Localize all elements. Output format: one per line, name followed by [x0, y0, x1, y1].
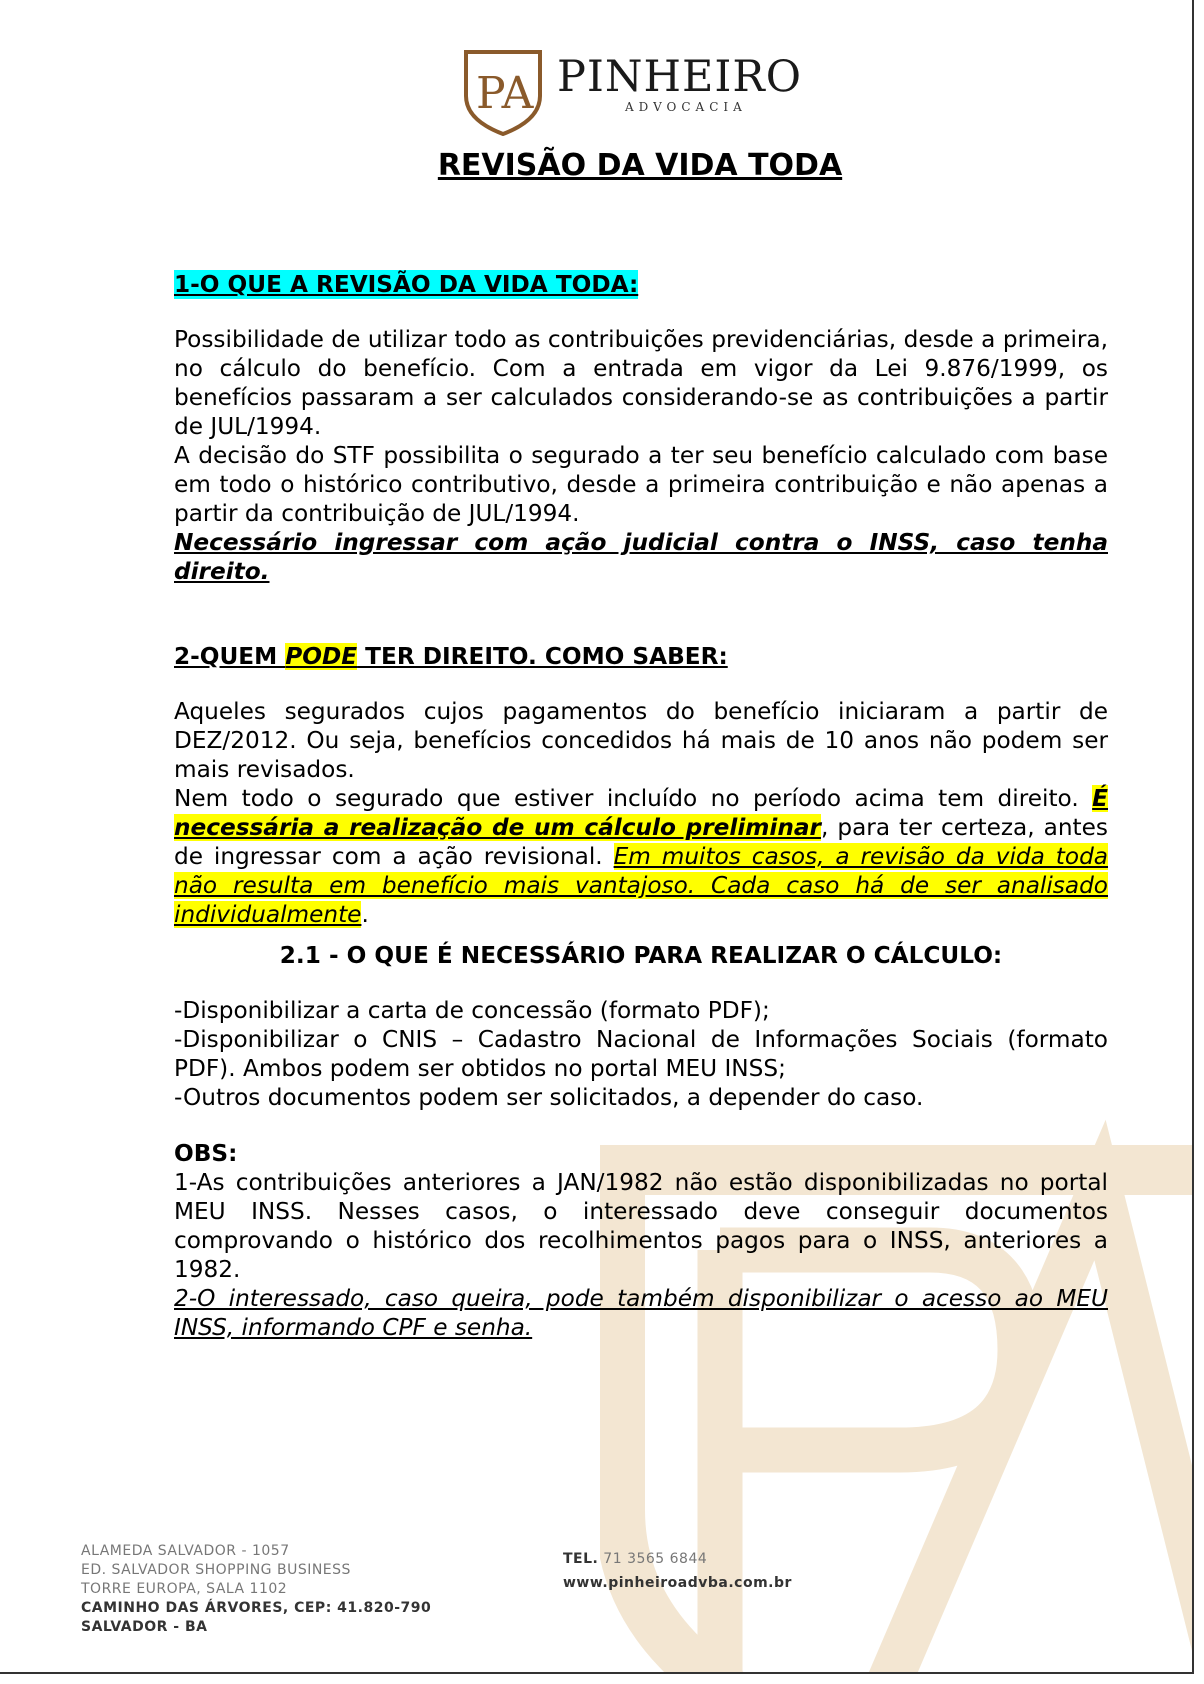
- section2-heading: 2-QUEM PODE TER DIREITO. COMO SABER:: [174, 643, 728, 670]
- section1-note: Necessário ingressar com ação judicial contra o INSS, caso tenha direito.: [174, 529, 1108, 585]
- section2-paragraph2: Nem todo o segurado que estiver incluído no período acima tem direito. É necessária a realização de um cálculo preliminar, para ter certeza, antes de ingressar com a ação revisional. Em muitos casos, a revisão da vida toda não resulta em benefício mais vantajoso. Cada caso há de ser analisado individualmente.: [174, 785, 1108, 928]
- footer-address: ALAMEDA SALVADOR - 1057 ED. SALVADOR SHOPPING BUSINESS TORRE EUROPA, SALA 1102 CAMINHO DAS ÁRVORES, CEP: 41.820-790 SALVADOR - BA: [81, 1543, 432, 1635]
- section21-item2: -Disponibilizar o CNIS – Cadastro Nacional de Informações Sociais (formato PDF). Ambos podem ser obtidos no portal MEU INSS;: [174, 1026, 1108, 1082]
- logo-subtitle: ADVOCACIA: [625, 100, 747, 114]
- section1-paragraph1: Possibilidade de utilizar todo as contribuições previdenciárias, desde a primeira, no cálculo do benefício. Com a entrada em vigor da Lei 9.876/1999, os benefícios passaram a ser calculados considerando-se as contribuições a partir de JUL/1994.: [174, 326, 1108, 440]
- footer-website[interactable]: www.pinheiroadvba.com.br: [563, 1575, 792, 1591]
- logo-name: PINHEIRO: [557, 52, 803, 102]
- section1-paragraph2: A decisão do STF possibilita o segurado a ter seu benefício calculado com base em todo o histórico contributivo, desde a primeira contribuição e não apenas a partir da contribuição de JUL/1994.: [174, 442, 1108, 527]
- footer-contact: [563, 1547, 792, 1595]
- footer-telephone: TEL. 71 3565 6844: [563, 1551, 708, 1567]
- obs-item2: 2-O interessado, caso queira, pode também disponibilizar o acesso ao MEU INSS, informando CPF e senha.: [174, 1285, 1108, 1341]
- document-body: [174, 270, 1108, 1342]
- pinheiro-shield-icon: [462, 46, 544, 136]
- company-logo: [462, 46, 822, 138]
- logo-monogram: PA: [476, 68, 534, 119]
- section2-paragraph1: Aqueles segurados cujos pagamentos do benefício iniciaram a partir de DEZ/2012. Ou seja, benefícios concedidos há mais de 10 anos não podem ser mais revisados.: [174, 698, 1108, 783]
- section1-heading: 1-O QUE A REVISÃO DA VIDA TODA:: [174, 271, 639, 298]
- obs-item1: 1-As contribuições anteriores a JAN/1982 não estão disponibilizadas no portal MEU INSS. Nesses casos, o interessado deve conseguir documentos comprovando o histórico dos recolhimentos pagos para o INSS, anteriores a 1982.: [174, 1169, 1108, 1283]
- section2-highlight-calc: É necessária a realização de um cálculo preliminar: [174, 785, 1108, 841]
- obs-label: OBS:: [174, 1140, 238, 1167]
- section2-heading-emphasis: PODE: [285, 643, 358, 670]
- section2-highlight-cases: Em muitos casos, a revisão da vida toda não resulta em benefício mais vantajoso. Cada caso há de ser analisado individualmente: [174, 843, 1108, 928]
- section21-item3: -Outros documentos podem ser solicitados, a depender do caso.: [174, 1084, 924, 1111]
- section21-item1: -Disponibilizar a carta de concessão (formato PDF);: [174, 997, 770, 1024]
- page-title: REVISÃO DA VIDA TODA: [437, 148, 843, 183]
- section21-heading: 2.1 - O QUE É NECESSÁRIO PARA REALIZAR O CÁLCULO:: [279, 942, 1003, 969]
